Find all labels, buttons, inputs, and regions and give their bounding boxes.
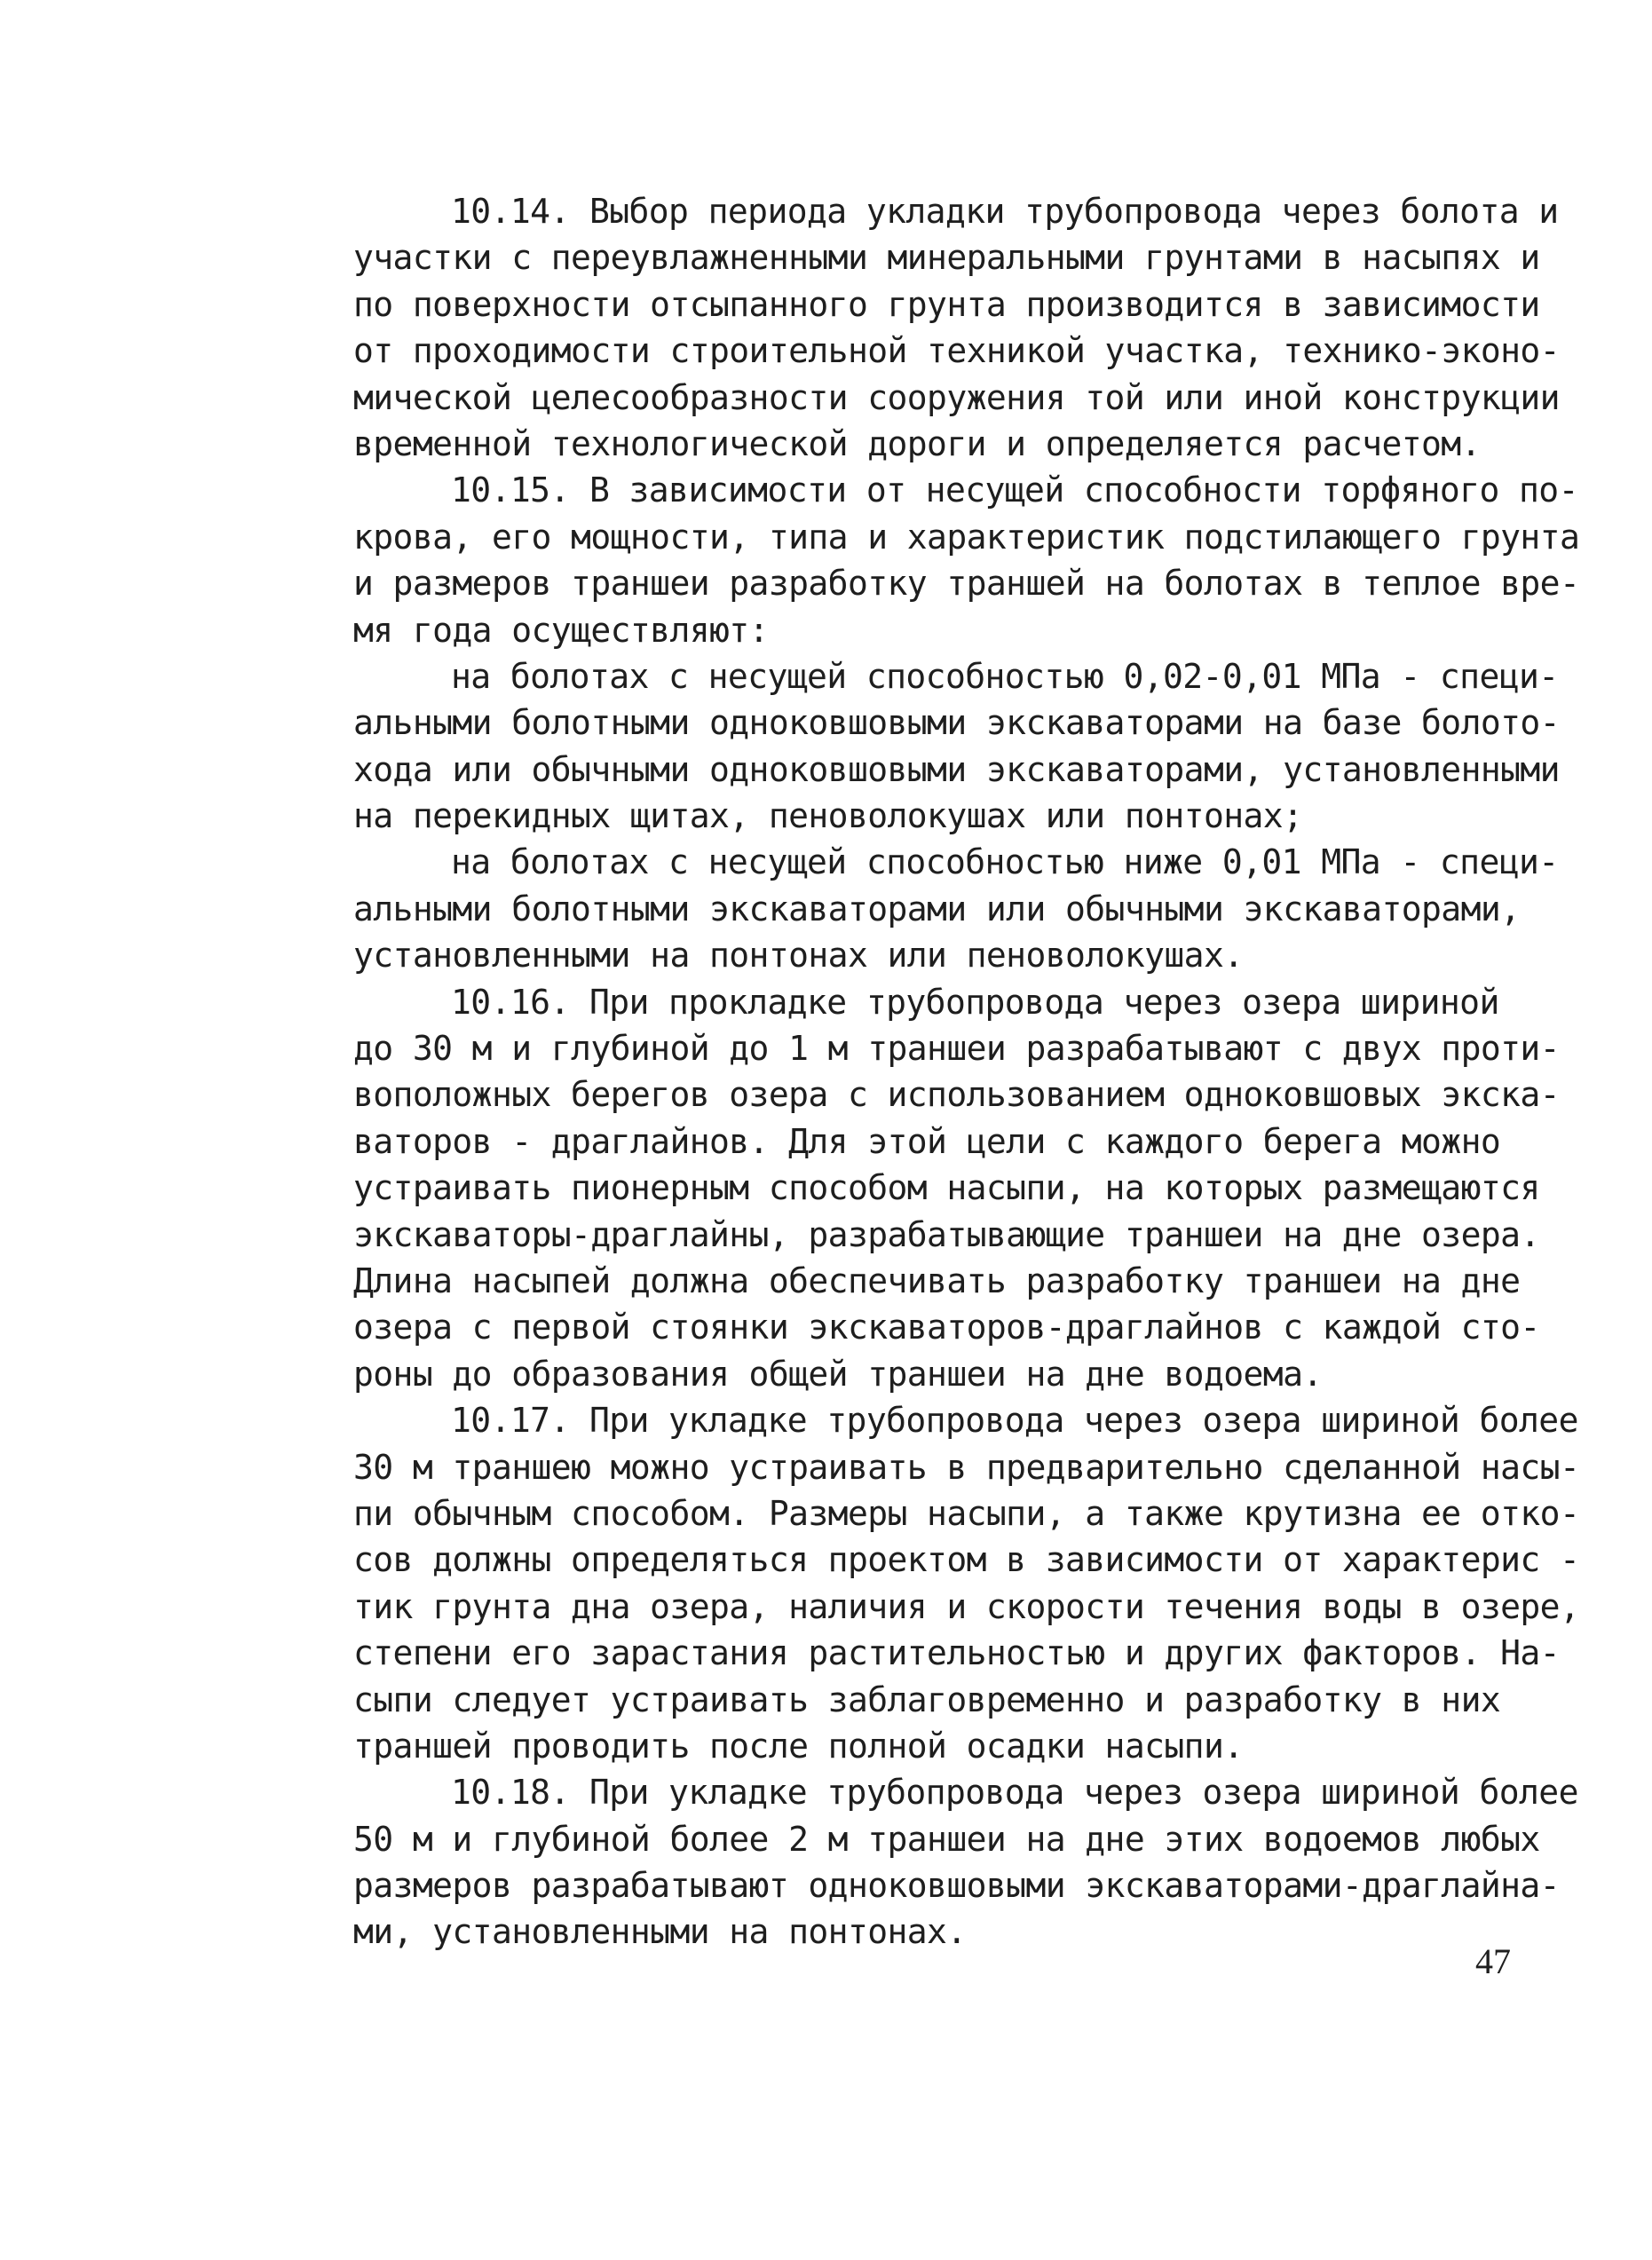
- text-line: на перекидных щитах, пеноволокушах или понтонах;: [353, 796, 1303, 836]
- text-line: пи обычным способом. Размеры насыпи, а также крутизна ее отко-: [353, 1493, 1580, 1533]
- text-line: до 30 м и глубиной до 1 м траншеи разрабатывают с двух проти-: [353, 1029, 1560, 1069]
- text-line: 10.16. При прокладке трубопровода через озера шириной: [451, 982, 1499, 1022]
- text-line: размеров разрабатывают одноковшовыми экскаваторами-драглайна-: [353, 1866, 1560, 1906]
- text-line: сыпи следует устраивать заблаговременно и разработку в них: [353, 1679, 1501, 1719]
- text-line: по поверхности отсыпанного грунта производится в зависимости: [353, 284, 1540, 324]
- text-line: мической целесообразности сооружения той или иной конструкции: [353, 377, 1560, 417]
- page-number: 47: [1475, 1941, 1511, 1981]
- text-line: сов должны определяться проектом в зависимости от характерис -: [353, 1540, 1580, 1580]
- text-line: ми, установленными на понтонах.: [353, 1912, 967, 1952]
- text-line: ваторов - драглайнов. Для этой цели с каждого берега можно: [353, 1121, 1501, 1161]
- text-line: озера с первой стоянки экскаваторов-драглайнов с каждой сто-: [353, 1308, 1540, 1347]
- text-line: степени его зарастания растительностью и других факторов. На-: [353, 1633, 1560, 1673]
- text-line: траншей проводить после полной осадки насыпи.: [353, 1726, 1244, 1766]
- text-line: 50 м и глубиной более 2 м траншеи на дне этих водоемов любых: [353, 1819, 1540, 1859]
- text-line: альными болотными одноковшовыми экскаваторами на базе болото-: [353, 703, 1560, 743]
- text-line: экскаваторы-драглайны, разрабатывающие траншеи на дне озера.: [353, 1214, 1540, 1254]
- text-line: 30 м траншею можно устраивать в предварительно сделанной насы-: [353, 1447, 1580, 1487]
- text-line: роны до образования общей траншеи на дне водоема.: [353, 1354, 1323, 1394]
- text-line: 10.14. Выбор периода укладки трубопровода через болота и: [451, 192, 1559, 231]
- text-line: и размеров траншеи разработку траншей на болотах в теплое вре-: [353, 564, 1580, 604]
- body-text: [353, 188, 1580, 1956]
- text-line: 10.15. В зависимости от несущей способности торфяного по-: [451, 470, 1578, 510]
- text-line: мя года осуществляют:: [353, 610, 769, 650]
- text-line: Длина насыпей должна обеспечивать разработку траншеи на дне: [353, 1260, 1521, 1300]
- text-line: установленными на понтонах или пеноволокушах.: [353, 936, 1244, 976]
- text-line: 10.18. При укладке трубопровода через озера шириной более: [451, 1773, 1578, 1813]
- text-line: временной технологической дороги и определяется расчетом.: [353, 423, 1481, 463]
- text-line: крова, его мощности, типа и характеристик подстилающего грунта: [353, 517, 1580, 557]
- text-line: хода или обычными одноковшовыми экскаваторами, установленными: [353, 749, 1560, 789]
- text-line: тик грунта дна озера, наличия и скорости течения воды в озере,: [353, 1586, 1580, 1626]
- text-line: на болотах с несущей способностью ниже 0,01 МПа - специ-: [451, 842, 1559, 882]
- text-line: 10.17. При укладке трубопровода через озера шириной более: [451, 1401, 1578, 1441]
- text-line: участки с переувлажненными минеральными грунтами в насыпях и: [353, 238, 1540, 278]
- text-line: альными болотными экскаваторами или обычными экскаваторами,: [353, 889, 1521, 928]
- text-line: на болотах с несущей способностью 0,02-0,01 МПа - специ-: [451, 656, 1559, 696]
- text-line: воположных берегов озера с использованием одноковшовых экска-: [353, 1075, 1560, 1115]
- text-line: устраивать пионерным способом насыпи, на которых размещаются: [353, 1168, 1540, 1208]
- text-line: от проходимости строительной техникой участка, технико-эконо-: [353, 331, 1560, 371]
